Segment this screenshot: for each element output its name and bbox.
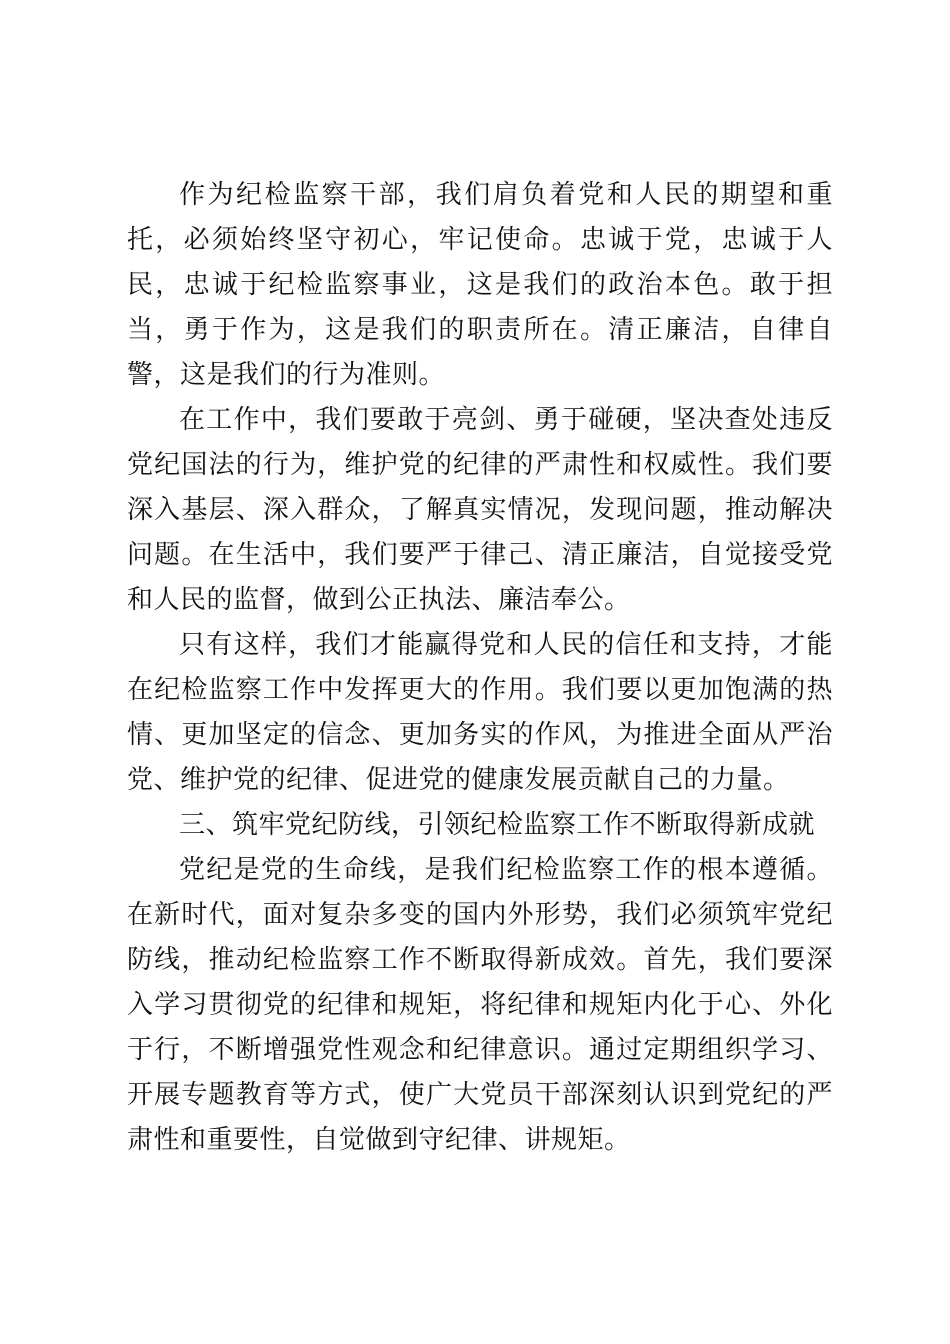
- paragraph-trust: 只有这样，我们才能赢得党和人民的信任和支持，才能在纪检监察工作中发挥更大的作用。我们要以更加饱满的热情、更加坚定的信念、更加务实的作风，为推进全面从严治党、维护党的纪律、促进党的健康发展贡献自己的力量。: [127, 630, 833, 795]
- document-body: [127, 173, 833, 1163]
- paragraph-duty: 作为纪检监察干部，我们肩负着党和人民的期望和重托，必须始终坚守初心，牢记使命。忠诚于党，忠诚于人民，忠诚于纪检监察事业，这是我们的政治本色。敢于担当，勇于作为，这是我们的职责所在。清正廉洁，自律自警，这是我们的行为准则。: [127, 180, 833, 390]
- paragraph-discipline: 党纪是党的生命线，是我们纪检监察工作的根本遵循。在新时代，面对复杂多变的国内外形势，我们必须筑牢党纪防线，推动纪检监察工作不断取得新成效。首先，我们要深入学习贯彻党的纪律和规矩，将纪律和规矩内化于心、外化于行，不断增强党性观念和纪律意识。通过定期组织学习、开展专题教育等方式，使广大党员干部深刻认识到党纪的严肃性和重要性，自觉做到守纪律、讲规矩。: [127, 855, 833, 1155]
- section-heading: 三、筑牢党纪防线，引领纪检监察工作不断取得新成就: [179, 810, 816, 840]
- paragraph-work: 在工作中，我们要敢于亮剑、勇于碰硬，坚决查处违反党纪国法的行为，维护党的纪律的严肃性和权威性。我们要深入基层、深入群众，了解真实情况，发现问题，推动解决问题。在生活中，我们要严于律己、清正廉洁，自觉接受党和人民的监督，做到公正执法、廉洁奉公。: [127, 405, 833, 615]
